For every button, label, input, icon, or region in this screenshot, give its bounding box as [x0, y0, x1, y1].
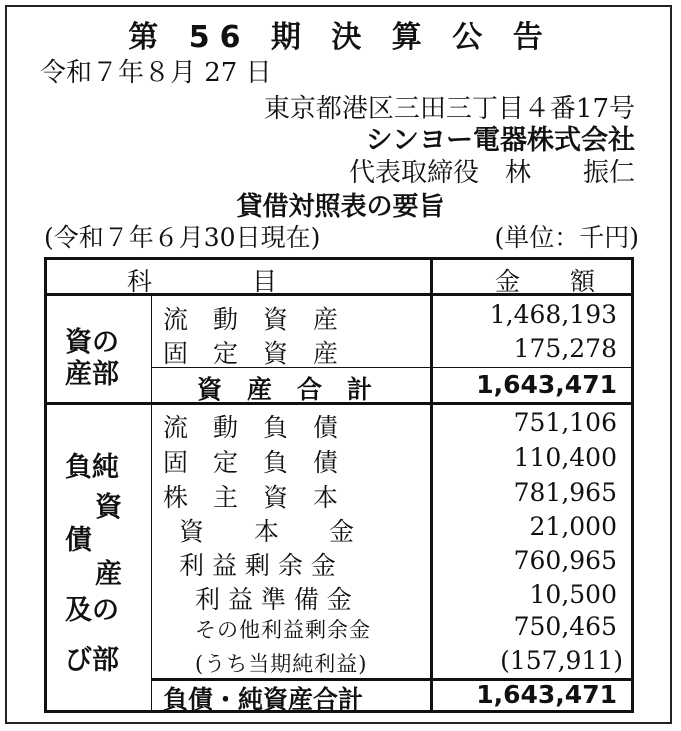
notice-title: 第 56 期 決 算 公 告 [128, 20, 553, 55]
as-of-date: (令和７年６月30日現在) [44, 223, 321, 252]
liab-row-value: (157,911) [500, 646, 623, 675]
liab-row-label: 流 動 負 債 [163, 413, 339, 442]
asset-row-value: 175,278 [513, 334, 617, 363]
asset-row-label: 固 定 資 産 [163, 339, 339, 368]
liab-row-label: 固 定 負 債 [163, 448, 339, 477]
asset-row-label: 流 動 資 産 [163, 305, 339, 334]
assets-total-divider [151, 367, 631, 368]
company-name: シンヨー電器株式会社 [365, 125, 635, 156]
liab-section-label: 資 [95, 492, 122, 523]
column-header-amount: 金 額 [495, 267, 596, 296]
liab-total-label: 負債・純資産合計 [163, 685, 364, 714]
assets-section-end [47, 402, 631, 405]
liab-row-value: 21,000 [529, 512, 617, 541]
liab-section-label: 債 [65, 525, 92, 556]
liab-row-value: 10,500 [529, 580, 617, 609]
notice-date: 令和７年８月 27 日 [40, 58, 272, 88]
section-divider [151, 296, 152, 710]
assets-total-value: 1,643,471 [476, 370, 617, 399]
liab-row-label: 利 益 剰 余 金 [179, 551, 336, 580]
representative: 代表取締役 林 振仁 [348, 158, 635, 188]
asset-row-value: 1,468,193 [489, 300, 617, 329]
liab-row-value: 750,465 [513, 612, 617, 641]
unit-label: (単位：千円) [494, 223, 639, 252]
liab-section-label: 産 [95, 559, 122, 590]
assets-total-label: 資 産 合 計 [197, 375, 373, 404]
liab-row-label: 利 益 準 備 金 [195, 585, 352, 614]
liab-section-label: 負純 [65, 452, 119, 483]
liab-row-label: 株 主 資 本 [163, 483, 339, 512]
liab-row-label: 資 本 金 [179, 517, 355, 546]
liab-total-value: 1,643,471 [476, 680, 617, 709]
header-divider [47, 293, 631, 296]
column-header-item: 科 目 [127, 267, 278, 296]
assets-section-label-2: 産部 [65, 359, 119, 390]
balance-sheet-table [44, 257, 634, 713]
liab-row-value: 751,106 [513, 408, 617, 437]
assets-section-label-1: 資の [65, 327, 119, 358]
liab-row-label: その他利益剰余金 [195, 618, 371, 642]
company-address: 東京都港区三田三丁目４番17号 [263, 94, 635, 124]
balance-sheet-title: 貸借対照表の要旨 [236, 192, 445, 222]
liab-row-value: 110,400 [513, 443, 617, 472]
liab-row-value: 760,965 [513, 546, 617, 575]
liab-row-value: 781,965 [513, 478, 617, 507]
liab-section-label: 及の [65, 595, 119, 626]
liab-section-label: び部 [65, 645, 119, 676]
liab-row-label: (うち当期純利益) [195, 652, 368, 676]
amount-divider [430, 260, 433, 710]
